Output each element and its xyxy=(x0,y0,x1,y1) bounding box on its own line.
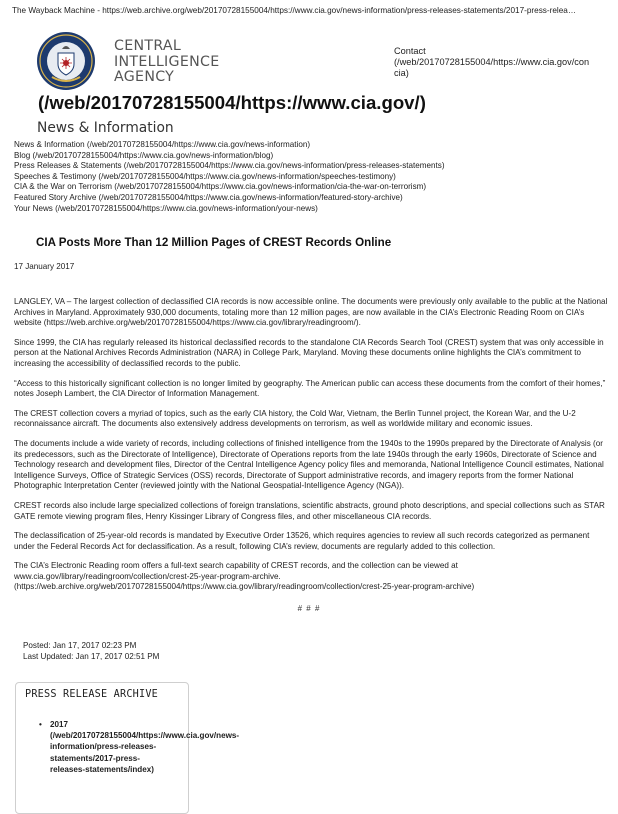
end-marks: # # # xyxy=(297,604,321,613)
post-meta xyxy=(23,641,159,662)
article-paragraph: LANGLEY, VA – The largest collection of declassified CIA records is now accessible online. The documents were previously only available to the public at the National Archives in Maryland. Approximately 930,000 documents, totaling more than 12 million pages, are now available in the CIA’s Electronic Reading Room on CIA’s website (https://web.archive.org/web/20170728155004/https://www.cia.gov/library/readingroom/). xyxy=(14,297,608,328)
subnav-item-speeches-testimony[interactable]: Speeches & Testimony (/web/20170728155004/https://www.cia.gov/news-information/speeches-testimony) xyxy=(14,171,396,181)
agency-name-line: INTELLIGENCE xyxy=(114,53,220,70)
article-date: 17 January 2017 xyxy=(14,262,75,271)
article-title: CIA Posts More Than 12 Million Pages of CREST Records Online xyxy=(36,236,392,249)
reading-room-text: The CIA’s Electronic Reading room offers a full-text search capability of CREST records, and the collection can be viewed at xyxy=(14,561,458,571)
subnav-item-your-news[interactable]: Your News (/web/20170728155004/https://www.cia.gov/news-information/your-news) xyxy=(14,203,318,213)
archive-item-label: 2017 (/web/20170728155004/https://www.cia.gov/news- information/press-releases- statements/2017-press- releases-statements/index) xyxy=(50,720,240,774)
subnav-item-news-information[interactable]: News & Information (/web/20170728155004/https://www.cia.gov/news-information) xyxy=(14,140,311,149)
agency-name xyxy=(114,39,219,86)
article-paragraph: CREST records also include large specialized collections of foreign translations, scientific abstracts, ground photo descriptions, and special collections such as STAR GATE remote viewing program files, Henry Kissinger Library of Congress files, and other miscellaneous CIA records. xyxy=(14,500,605,521)
article-paragraph-last xyxy=(14,561,610,593)
posted-date: Posted: Jan 17, 2017 02:23 PM xyxy=(23,641,137,650)
contact-url-line: cia) xyxy=(394,68,409,78)
article-paragraph: “Access to this historically significant collection is no longer limited by geography. The American public can access these documents from the comfort of their homes,” notes Joseph Lambert, the CIA Director of Information Management. xyxy=(14,378,606,399)
agency-name-line: CENTRAL xyxy=(114,38,182,54)
article-paragraph: The documents include a wide variety of records, including collections of finished intelligence from the 1940s to the 1990s prepared by the Directorate of Analysis (or its predecessors, such as the Directorate of Intelligence), Directorate of Operations reports from the late 1940s through the early 1960s, Directorate of Science and Technology research and development files, Director of the Central Intelligence Agency policy files and memoranda, National Intelligence Council estimates, National Intelligence Surveys, Office of Strategic Services (OSS) records, Directorate of Support administrative records, and imagery reports from the former National Photographic Interpretation Center (reviewed jointly with the National Geospatial-Intelligence Agency (NGA)). xyxy=(14,438,604,491)
subnav xyxy=(14,140,445,214)
contact-url-line: (/web/20170728155004/https://www.cia.gov/con xyxy=(394,57,590,67)
press-release-archive xyxy=(15,682,240,814)
article-paragraph: The CREST collection covers a myriad of topics, such as the early CIA history, the Cold War, Vietnam, the Berlin Tunnel project, the Korean War, and the U-2 reconnaissance aircraft. The documents also extensively address developments on terrorism, as well as worldwide military and economic issues. xyxy=(14,408,576,429)
article-paragraph: The declassification of 25-year-old records is mandated by Executive Order 13526, which requires agencies to review all such records categorized as permanent under the Federal Records Act for declassification. As a result, following CIA’s review, documents are regularly added to this collection. xyxy=(14,531,590,551)
window-title: The Wayback Machine - https://web.archive.org/web/20170728155004/https://www.cia.gov/news-information/press-releases-statements/2017-press-relea… xyxy=(12,6,577,15)
archive-item-2017[interactable] xyxy=(40,719,239,775)
reading-room-link[interactable]: www.cia.gov/library/readingroom/collection/crest-25-year-program-archive. xyxy=(14,571,281,581)
contact-link[interactable] xyxy=(394,46,618,80)
article-body xyxy=(14,297,610,602)
home-link[interactable]: (/web/20170728155004/https://www.cia.gov/) xyxy=(38,92,426,113)
agency-name-line: AGENCY xyxy=(114,69,175,85)
subnav-item-press-releases[interactable]: Press Releases & Statements (/web/20170728155004/https://www.cia.gov/news-information/press-releases-statements) xyxy=(14,161,445,171)
bullet-icon: • xyxy=(39,720,42,729)
subnav-item-blog[interactable]: Blog (/web/20170728155004/https://www.cia.gov/news-information/blog) xyxy=(14,150,274,160)
section-title: News & Information xyxy=(37,120,174,136)
subnav-item-war-on-terrorism[interactable]: CIA & the War on Terrorism (/web/20170728155004/https://www.cia.gov/news-information/cia-the-war-on-terrorism) xyxy=(14,182,427,192)
last-updated-date: Last Updated: Jan 17, 2017 02:51 PM xyxy=(23,651,160,661)
contact-label: Contact xyxy=(394,46,426,56)
subnav-item-featured-story-archive[interactable]: Featured Story Archive (/web/20170728155004/https://www.cia.gov/news-information/featured-story-archive) xyxy=(14,192,403,202)
reading-room-link-url[interactable]: (https://web.archive.org/web/20170728155004/https://www.cia.gov/library/readingroom/collection/crest-25-year-program-archive) xyxy=(14,582,475,592)
article-paragraph: Since 1999, the CIA has regularly released its historical declassified records to the standalone CIA Records Search Tool (CREST) system that was only accessible in person at the National Archives Records Administration (NARA) in College Park, Maryland. Moving these documents online highlights the CIA’s commitment to increasing the accessibility of declassified records to the public. xyxy=(14,337,604,368)
archive-title: PRESS RELEASE ARCHIVE xyxy=(25,689,159,700)
cia-seal-icon[interactable] xyxy=(36,31,96,91)
archive-list xyxy=(40,719,239,775)
